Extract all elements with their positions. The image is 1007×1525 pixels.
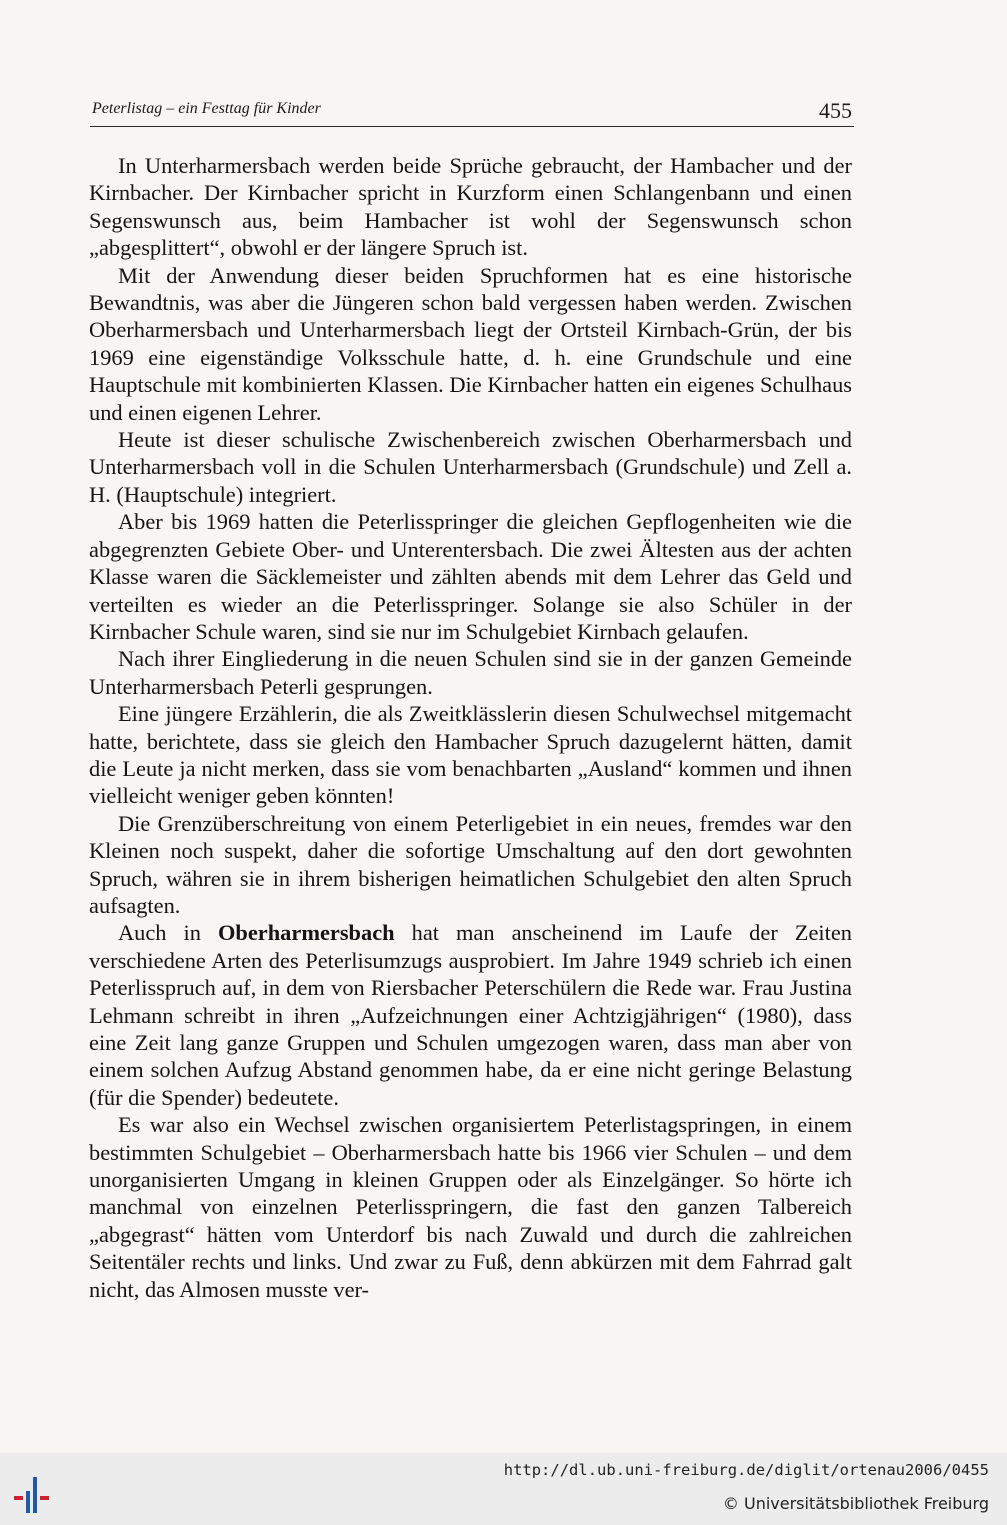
place-name-bold: Oberharmersbach (217, 920, 395, 946)
running-header (90, 98, 854, 127)
source-url[interactable]: http://dl.ub.uni-freiburg.de/diglit/ortenau2006/0455 (503, 1461, 989, 1479)
paragraph: Mit der Anwendung dieser beiden Spruchformen hat es eine historische Bewandtnis, was aber die Jüngeren schon bald vergessen haben werden. Zwischen Oberharmersbach und Unterharmersbach liegt der Ortsteil Kirnbach-Grün, der bis 1969 eine eigenständige Volksschule hatte, d. h. eine Grundschule und eine Hauptschule mit kombinierten Klassen. Die Kirnbacher hatten ein eigenes Schulhaus und einen eigenen Lehrer. (89, 262, 852, 425)
paragraph: In Unterharmersbach werden beide Sprüche gebraucht, der Hambacher und der Kirnbacher. Der Kirnbacher spricht in Kurzform einen Schlangenbann und einen Segenswunsch aus, beim Hambacher ist wohl der Segenswunsch schon „abgesplittert“, obwohl er der längere Spruch ist. (89, 153, 852, 261)
paragraph-text: hat man anscheinend im Laufe der Zeiten verschiedene Arten des Peterlisumzugs ausprobiert. Im Jahre 1949 schrieb ich einen Peterlisspruch auf, in dem von Riersbacher Peterschülern die Rede war. Frau Justina Lehmann schreibt in ihren „Aufzeichnungen einer Achtzigjährigen“ (1980), dass eine Zeit lang ganze Gruppen und Schulen umgezogen waren, dass man aber von einem solchen Aufzug Abstand genommen habe, da er eine nicht geringe Belastung (für die Spender) bedeutete. (89, 920, 852, 1110)
body-text (89, 152, 852, 1303)
ub-freiburg-logo-icon (12, 1465, 64, 1517)
paragraph: Nach ihrer Eingliederung in die neuen Schulen sind sie in der ganzen Gemeinde Unterharmersbach Peterli gesprungen. (89, 646, 852, 699)
running-title: Peterlistag – ein Festtag für Kinder (92, 100, 321, 117)
paragraph: Eine jüngere Erzählerin, die als Zweitklässlerin diesen Schulwechsel mitgemacht hatte, berichtete, dass sie gleich den Hambacher Spruch dazugelernt hätten, damit die Leute ja nicht merken, dass sie vom benachbarten „Ausland“ kommen und ihnen vielleicht weniger geben könnten! (89, 701, 852, 809)
paragraph (89, 919, 852, 1111)
paragraph: Aber bis 1969 hatten die Peterlisspringer die gleichen Gepflogenheiten wie die abgegrenzten Gebiete Ober- und Unterentersbach. Die zwei Ältesten aus der achten Klasse waren die Säcklemeister und zählten abends mit dem Lehrer das Geld und verteilten es wieder an die Peterlisspringer. Solange sie also Schüler in der Kirnbacher Schule waren, sind sie nur im Schulgebiet Kirnbach gelaufen. (89, 509, 852, 644)
paragraph: Die Grenzüberschreitung von einem Peterligebiet in ein neues, fremdes war den Kleinen noch suspekt, daher die sofortige Umschaltung auf den dort gewohnten Spruch, währen sie in ihrem bisherigen heimatlichen Schulgebiet den alten Spruch aufsagten. (89, 810, 852, 918)
paragraph-text: Auch in (118, 920, 218, 946)
copyright-notice: © Universitätsbibliothek Freiburg (722, 1494, 989, 1513)
footer-bar (0, 1453, 1007, 1525)
paragraph: Heute ist dieser schulische Zwischenbereich zwischen Oberharmersbach und Unterharmersbach voll in die Schulen Unterharmersbach (Grundschule) und Zell a. H. (Hauptschule) integriert. (89, 427, 852, 507)
paragraph: Es war also ein Wechsel zwischen organisiertem Peterlistagspringen, in einem bestimmten Schulgebiet – Oberharmersbach hatte bis 1966 vier Schulen – und dem unorganisierten Umgang in kleinen Gruppen oder als Einzelgänger. So hörte ich manchmal von einzelnen Peterlisspringern, die fast den ganzen Talbereich „abgegrast“ hätten vom Unterdorf bis nach Zuwald und durch die zahlreichen Seitentäler rechts und links. Und zwar zu Fuß, denn abkürzen mit dem Fahrrad galt nicht, das Almosen musste ver- (89, 1112, 852, 1302)
page-number: 455 (819, 98, 852, 123)
